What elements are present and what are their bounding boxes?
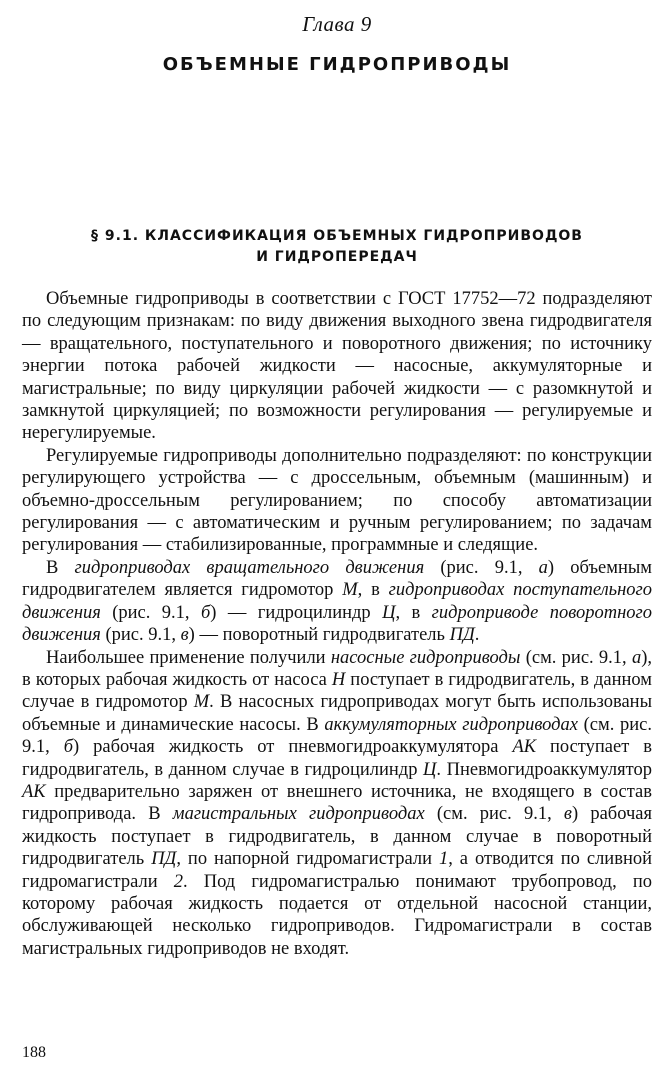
text-run: . <box>474 625 480 646</box>
page-number: 188 <box>22 1044 46 1061</box>
italic-term: АК <box>22 781 46 802</box>
text-run: ) рабочая жидкость поступает в гидродвигатель, в данном случае в поворотный гидродвигатель <box>22 804 652 870</box>
chapter-title: ОБЪЕМНЫЕ ГИДРОПРИВОДЫ <box>162 54 512 75</box>
text-run: , а отводится по сливной гидромагистрали <box>22 849 652 892</box>
italic-term: насосные гидроприводы <box>330 647 521 668</box>
italic-term: гидроприводах поступательного движения <box>22 580 652 623</box>
text-run: . В насосных гидроприводах могут быть использованы объемные и динамические насосы. В <box>22 692 652 735</box>
italic-term: в <box>563 804 572 825</box>
italic-term: Ц <box>423 759 437 780</box>
text-run: (рис. 9.1, <box>424 557 539 578</box>
text-run: (рис. 9.1, <box>100 625 181 646</box>
book-page <box>22 0 652 1075</box>
text-run: ) — гидроцилиндр <box>210 602 383 623</box>
paragraph-1: Объемные гидроприводы в соответствии с ГОСТ 17752—72 подразделяют по следующим признакам: по виду движения выходного звена гидродвигателя — вращательного, поступательного и поворотного движения; по источнику энергии потока рабочей жидкости — насосные, аккумуляторные и магистральные; по виду циркуляции рабочей жидкости — с разомкнутой и замкнутой циркуляцией; по возможности регулирования — регулируемые и нерегулируемые. <box>22 289 652 444</box>
text-run: предварительно заряжен от внешнего источника, не входящего в состав гидропривода. В <box>22 781 652 825</box>
italic-term: М <box>342 580 358 601</box>
chapter-label: Глава 9 <box>302 12 372 36</box>
text-run: ) объемным гидродвигателем является гидромотор <box>22 557 653 601</box>
italic-term: 1 <box>438 849 449 870</box>
italic-term: Н <box>331 669 346 690</box>
text-run: (см. рис. 9.1, <box>520 647 632 668</box>
section-heading <box>22 226 652 268</box>
italic-term: б <box>63 737 74 758</box>
text-run: (см. рис. 9.1, <box>424 804 564 825</box>
text-run: ), в которых рабочая жидкость от насоса <box>22 647 652 690</box>
section-heading-line-2: И ГИДРОПЕРЕДАЧ <box>256 249 418 265</box>
text-run: ) — поворотный гидродвигатель <box>188 625 450 646</box>
italic-term: Ц <box>382 602 396 623</box>
italic-term: в <box>180 625 189 646</box>
text-run: . Под гидромагистралью понимают трубопровод, по которому рабочая жидкость подается от отдельной насосной станции, обслуживающей несколько гидроприводов. Гидромагистрали в состав магистральных гидроприводов не входят. <box>22 871 652 959</box>
italic-term: ПД <box>151 849 177 870</box>
italic-term: магистральных гидроприводах <box>172 804 425 825</box>
section-heading-line-1: § 9.1. КЛАССИФИКАЦИЯ ОБЪЕМНЫХ ГИДРОПРИВОДОВ <box>91 228 583 244</box>
italic-term: гидроприводе поворотного движения <box>22 602 652 646</box>
paragraph-3 <box>22 557 652 647</box>
italic-term: а <box>538 557 548 578</box>
paragraph-4 <box>22 647 652 961</box>
body-text <box>22 288 652 960</box>
italic-term: б <box>200 602 211 623</box>
italic-term: АК <box>512 737 537 758</box>
text-run: (см. рис. 9.1, <box>22 714 652 758</box>
text-run: (рис. 9.1, <box>100 602 201 623</box>
text-run: . Пневмогидроаккумулятор <box>436 759 652 780</box>
text-run: , в <box>395 602 432 623</box>
text-run: ) рабочая жидкость от пневмогидроаккумулятора <box>73 737 513 758</box>
italic-term: М <box>193 692 210 713</box>
italic-term: ПД <box>449 625 475 646</box>
text-run: , по напорной гидромагистрали <box>176 849 439 870</box>
italic-term: а <box>631 647 642 668</box>
italic-term: аккумуляторных гидроприводах <box>324 714 578 735</box>
text-run: поступает в гидродвигатель, в данном случае в гидроцилиндр <box>22 737 652 780</box>
text-run: поступает в гидродвигатель, в данном случае в гидромотор <box>22 669 652 713</box>
text-run: В <box>46 557 75 578</box>
text-run: , в <box>357 580 389 601</box>
paragraph-2: Регулируемые гидроприводы дополнительно подразделяют: по конструкции регулирующего устройства — с дроссельным, объемным (машинным) и объемно-дроссельным регулированием; по способу автоматизации регулирования — с автоматическим и ручным регулированием; по задачам регулирования — стабилизированные, программные и следящие. <box>22 445 652 556</box>
italic-term: 2 <box>173 871 183 892</box>
italic-term: гидроприводах вращательного движения <box>74 557 425 578</box>
text-run: Наибольшее применение получили <box>46 647 331 668</box>
